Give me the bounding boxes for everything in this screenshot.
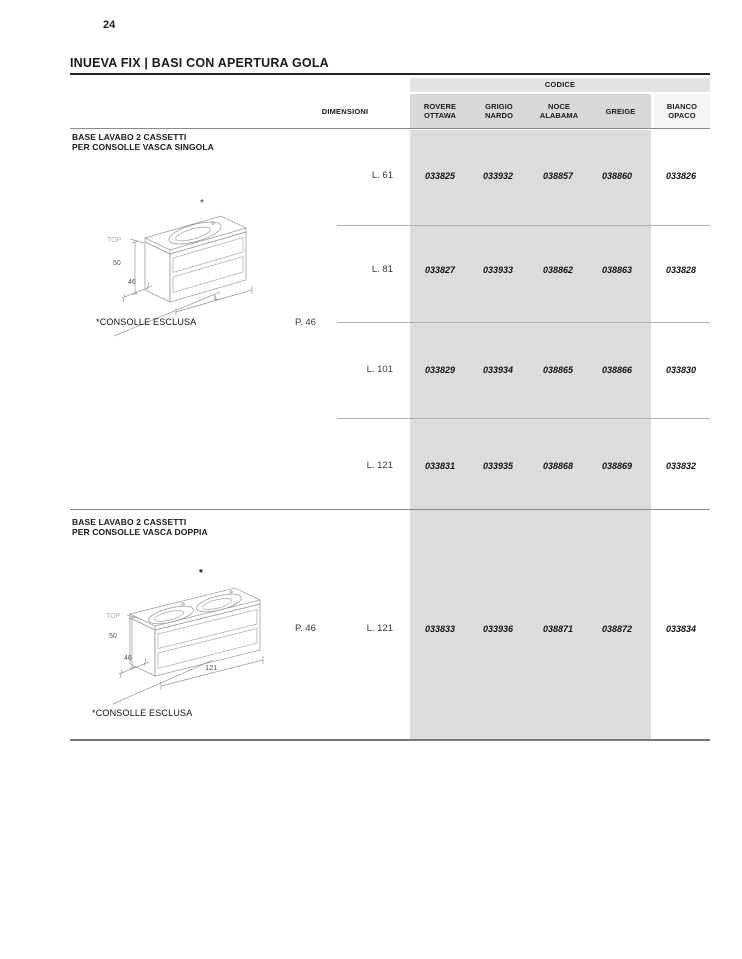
row-size-label: L. 101 xyxy=(366,364,393,375)
code-cell: 033833 xyxy=(424,624,456,634)
code-cell: 033934 xyxy=(482,365,514,375)
dimensioni-header: DIMENSIONI xyxy=(321,106,369,116)
asterisk-marker: * xyxy=(199,568,203,579)
code-cell: 033933 xyxy=(482,265,514,275)
depth-label: P. 46 xyxy=(295,623,316,634)
page-number: 24 xyxy=(103,19,116,31)
code-cell: 033827 xyxy=(424,265,456,275)
depth-label: P. 46 xyxy=(295,317,316,328)
row-divider xyxy=(337,418,710,419)
note-consolle-esclusa: *CONSOLLE ESCLUSA xyxy=(92,708,193,718)
section-1-title: BASE LAVABO 2 CASSETTI PER CONSOLLE VASCA SINGOLA xyxy=(72,132,214,152)
code-cell: 038871 xyxy=(542,624,574,634)
code-cell: 038866 xyxy=(601,365,633,375)
codice-header: CODICE xyxy=(410,78,710,92)
code-cell: 033829 xyxy=(424,365,456,375)
row-size-label: L. 61 xyxy=(371,170,393,181)
row-divider xyxy=(337,225,710,226)
height-dimension: 50 xyxy=(113,260,121,267)
height-dimension: 50 xyxy=(109,633,117,640)
top-dimension-label: TOP xyxy=(107,237,122,244)
column-header-greige: GREIGE xyxy=(605,106,636,116)
section-2-title: BASE LAVABO 2 CASSETTI PER CONSOLLE VASCA DOPPIA xyxy=(72,517,208,537)
title-rule xyxy=(70,73,710,75)
depth-dimension: 46 xyxy=(128,279,136,286)
table-bottom-rule xyxy=(70,739,710,741)
code-cell: 033830 xyxy=(665,365,697,375)
column-header-grigio-nardo: GRIGIO NARDO xyxy=(485,102,513,120)
code-cell: 038862 xyxy=(542,265,574,275)
code-cell: 038865 xyxy=(542,365,574,375)
row-divider xyxy=(337,322,710,323)
page-title: INUEVA FIX | BASI CON APERTURA GOLA xyxy=(70,56,329,70)
code-cell: 038863 xyxy=(601,265,633,275)
note-consolle-esclusa: *CONSOLLE ESCLUSA xyxy=(96,317,197,327)
product-drawing-double-basin xyxy=(95,558,270,710)
row-size-label: L. 81 xyxy=(371,264,393,275)
column-header-bianco-opaco: BIANCO OPACO xyxy=(666,102,698,120)
code-cell: 038860 xyxy=(601,171,633,181)
code-cell: 033932 xyxy=(482,171,514,181)
code-cell: 033825 xyxy=(424,171,456,181)
section-divider xyxy=(70,509,710,510)
code-cell: 033826 xyxy=(665,171,697,181)
code-cell: 033828 xyxy=(665,265,697,275)
code-cell: 038868 xyxy=(542,461,574,471)
code-cell: 033832 xyxy=(665,461,697,471)
code-cell: 033831 xyxy=(424,461,456,471)
depth-dimension: 46 xyxy=(124,655,132,662)
code-cell: 033935 xyxy=(482,461,514,471)
code-columns-band xyxy=(410,130,651,739)
code-cell: 038869 xyxy=(601,461,633,471)
column-header-rovere-ottawa: ROVERE OTTAWA xyxy=(423,102,457,120)
code-cell: 038857 xyxy=(542,171,574,181)
asterisk-marker: * xyxy=(200,198,204,209)
length-dimension: L. xyxy=(214,293,221,302)
top-dimension-label: TOP xyxy=(106,613,121,620)
row-size-label: L. 121 xyxy=(366,623,393,634)
code-cell: 038872 xyxy=(601,624,633,634)
code-cell: 033834 xyxy=(665,624,697,634)
header-rule xyxy=(70,128,710,129)
code-cell: 033936 xyxy=(482,624,514,634)
column-header-noce-alabama: NOCE ALABAMA xyxy=(539,102,579,120)
length-dimension: 121 xyxy=(205,663,218,672)
row-size-label: L. 121 xyxy=(366,460,393,471)
